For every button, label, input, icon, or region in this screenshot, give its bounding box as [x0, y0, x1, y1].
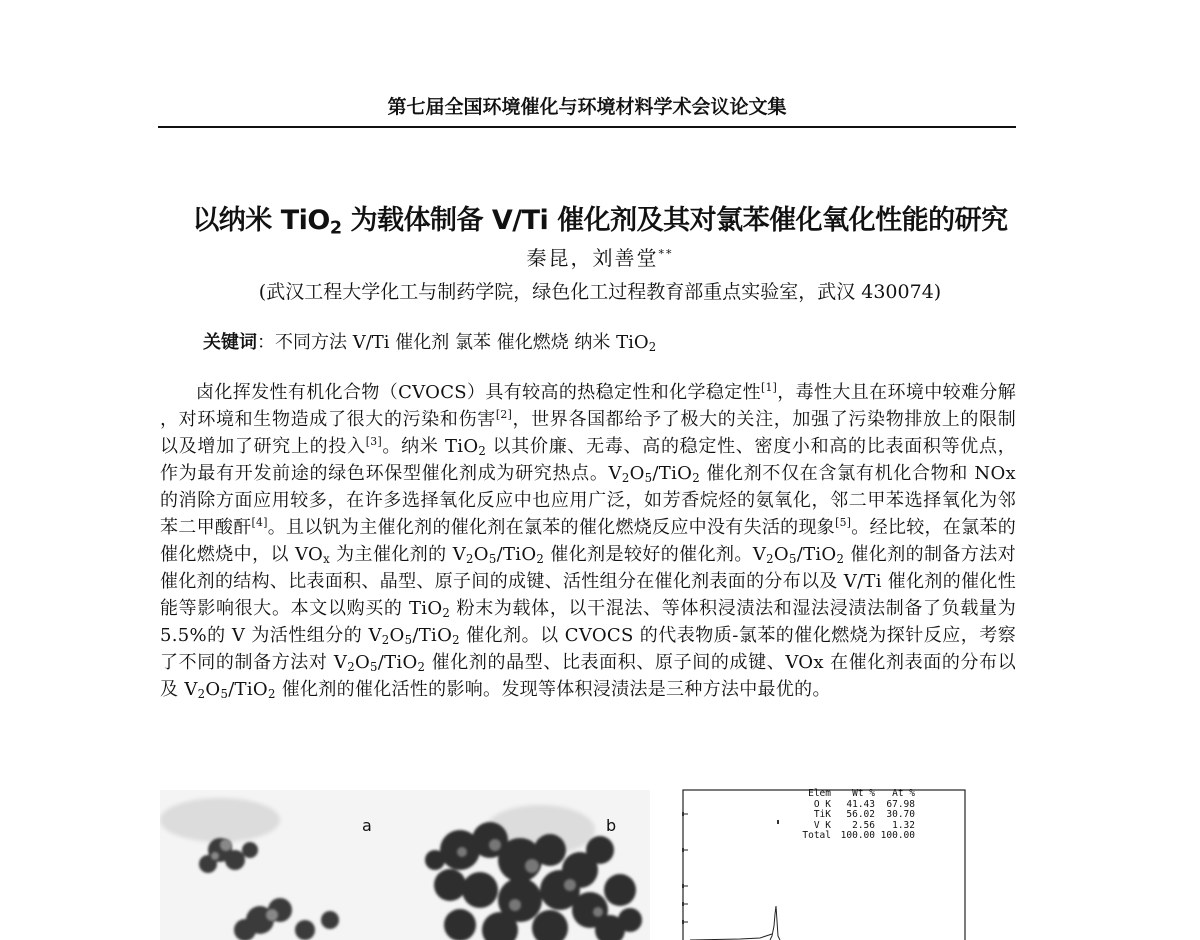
tem-micrograph	[160, 790, 650, 940]
panel-label-a: a	[362, 816, 372, 835]
citation-ref: [4]	[251, 515, 268, 529]
citation-ref: [1]	[760, 380, 778, 394]
tem-micrograph-figure	[160, 790, 650, 940]
eds-row: O K 41.43 67.98	[813, 798, 915, 810]
citation-ref: [5]	[835, 515, 852, 529]
proceedings-title: 第七届全国环境催化与环境材料学术会议论文集	[387, 96, 787, 118]
affiliation: (武汉工程大学化工与制药学院，绿色化工过程教育部重点实验室，武汉 430074)	[258, 281, 942, 303]
panel-label-b: b	[606, 816, 617, 835]
keywords-label: 关键词	[203, 332, 257, 353]
corresponding-mark: **	[658, 247, 674, 261]
eds-header-row: Elem Wt % At %	[808, 788, 915, 799]
eds-row: TiK 56.02 30.70	[813, 809, 915, 820]
citation-ref: [2]	[495, 407, 513, 421]
keywords-text: 不同方法 V/Ti 催化剂 氯苯 催化燃烧 纳米 TiO	[275, 332, 649, 353]
keywords: 关键词：不同方法 V/Ti 催化剂 氯苯 催化燃烧 纳米 TiO$_2$	[203, 332, 657, 354]
citation-ref: [3]	[365, 434, 382, 448]
article-title: 以纳米 TiO$_2$ 为载体制备 V/Ti 催化剂及其对氯苯催化氧化性能的研究	[192, 205, 1008, 239]
eds-row: Total 100.00 100.00	[802, 830, 915, 841]
proceedings-header	[158, 92, 1016, 128]
abstract-paragraph: 卤化挥发性有机化合物（CVOCS）具有较高的热稳定性和化学稳定性[1]，毒性大且在环境中较难分解 ，对环境和生物造成了很大的污染和伤害[2]，世界各国都给予了极大的关注，加强了污染物排放上的限制以及增加了研究上的投入[3]。纳米 TiO$_2$ 以其价廉、无毒、高的稳定性、密度小和高的比表面积等优点，作为最有开发前途的绿色环保型催化剂成为研究热点。$V_2O_5/TiO_2$ 催化剂不仅在含氯有机化合物和 NOx 的消除方面应用较多，在许多选择氧化反应中也应用广泛，如芳香烷烃的氨氧化，邻二甲苯选择氧化为邻苯二甲酸酐[4]。且以钒为主催化剂的催化剂在氯苯的催化燃烧反应中没有失活的现象[5]。经比较，在氯苯的催化燃烧中，以 $VO_x$ 为主催化剂的 $V_2O_5/TiO_2$ 催化剂是较好的催化剂。$V_2O_5/TiO_2$ 催化剂的制备方法对催化剂的结构、比表面积、晶型、原子间的成键、活性组分在催化剂表面的分布以及 V/Ti 催化剂的催化性能等影响很大。本文以购买的 TiO$_2$ 粉末为载体，以干混法、等体积浸渍法和湿法浸渍法制备了负载量为 5.5%的 V 为活性组分的 $V_2O_5/TiO_2$ 催化剂。以 CVOCS 的代表物质-氯苯的催化燃烧为探针反应，考察了不同的制备方法对 $V_2O_5/TiO_2$ 催化剂的晶型、比表面积、原子间的成键、VOx 在催化剂表面的分布以及 $V_2O_5/TiO_2$ 催化剂的催化活性的影响。发现等体积浸渍法是三种方法中最优的。	[160, 380, 1017, 701]
eds-row: V K 2.56 1.32	[813, 819, 915, 831]
author-names: 秦昆，刘善堂	[526, 246, 659, 270]
authors	[100, 242, 1100, 271]
eds-composition-table	[797, 789, 917, 842]
